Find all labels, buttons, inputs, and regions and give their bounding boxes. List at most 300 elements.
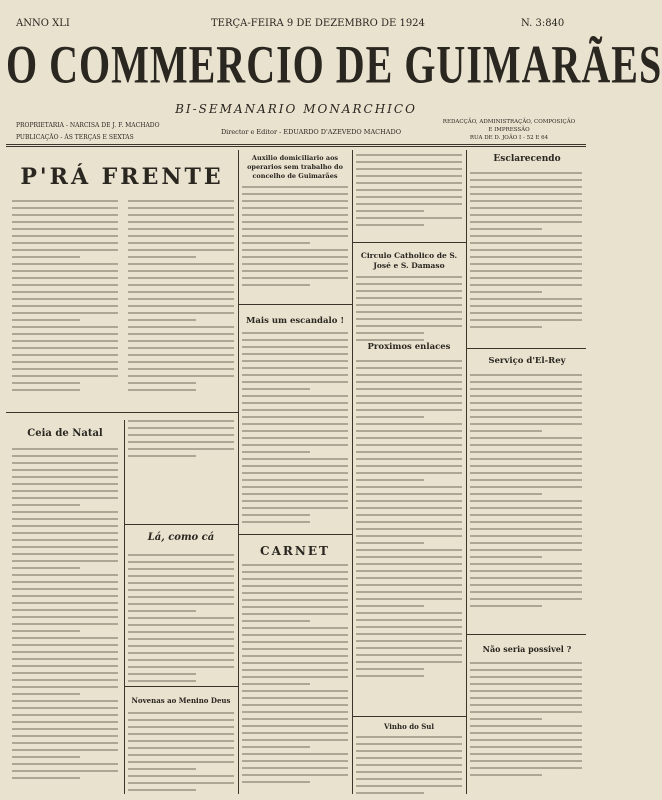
column-rule bbox=[466, 150, 467, 794]
text-line bbox=[470, 732, 582, 734]
text-line bbox=[356, 785, 462, 787]
text-line bbox=[128, 603, 234, 605]
text-line bbox=[128, 554, 234, 556]
text-line bbox=[470, 718, 542, 720]
text-line bbox=[128, 719, 234, 721]
text-line bbox=[128, 270, 234, 272]
text-line bbox=[242, 648, 348, 650]
text-line bbox=[128, 789, 196, 791]
article-auxilio bbox=[242, 186, 348, 291]
text-line bbox=[470, 535, 582, 537]
text-line bbox=[12, 476, 118, 478]
text-line bbox=[128, 582, 234, 584]
article-carnet bbox=[242, 564, 348, 788]
text-line bbox=[242, 627, 348, 629]
text-line bbox=[12, 581, 118, 583]
text-line bbox=[12, 200, 118, 202]
headline-novenas: Novenas ao Menino Deus bbox=[131, 696, 231, 705]
text-line bbox=[242, 416, 348, 418]
text-line bbox=[470, 221, 582, 223]
text-line bbox=[470, 767, 582, 769]
text-line bbox=[242, 214, 348, 216]
text-line bbox=[242, 465, 348, 467]
text-line bbox=[242, 514, 310, 516]
text-line bbox=[12, 490, 118, 492]
text-line bbox=[12, 347, 118, 349]
text-line bbox=[12, 305, 118, 307]
article-ceia-natal-col1 bbox=[12, 448, 118, 784]
text-line bbox=[242, 753, 348, 755]
text-line bbox=[470, 507, 582, 509]
text-line bbox=[242, 444, 348, 446]
text-line bbox=[128, 561, 234, 563]
text-line bbox=[12, 256, 80, 258]
text-line bbox=[356, 591, 462, 593]
text-line bbox=[356, 778, 462, 780]
text-line bbox=[470, 249, 582, 251]
text-line bbox=[128, 277, 234, 279]
text-line bbox=[356, 402, 462, 404]
text-line bbox=[12, 630, 80, 632]
text-line bbox=[356, 736, 462, 738]
text-line bbox=[12, 721, 118, 723]
text-line bbox=[470, 416, 582, 418]
text-line bbox=[356, 437, 462, 439]
text-line bbox=[128, 298, 234, 300]
text-line bbox=[128, 221, 234, 223]
text-line bbox=[356, 668, 424, 670]
text-line bbox=[242, 186, 348, 188]
office-line-2: E IMPRESSÃO bbox=[488, 127, 530, 133]
text-line bbox=[12, 361, 118, 363]
text-line bbox=[356, 203, 462, 205]
section-rule bbox=[238, 534, 352, 535]
text-line bbox=[356, 318, 462, 320]
text-line bbox=[242, 374, 348, 376]
text-line bbox=[12, 749, 118, 751]
text-line bbox=[470, 479, 582, 481]
text-line bbox=[470, 172, 582, 174]
text-line bbox=[242, 221, 348, 223]
text-line bbox=[242, 402, 348, 404]
text-line bbox=[356, 168, 462, 170]
text-line bbox=[128, 200, 234, 202]
text-line bbox=[128, 249, 234, 251]
text-line bbox=[470, 591, 582, 593]
text-line bbox=[356, 465, 462, 467]
text-line bbox=[128, 645, 234, 647]
text-line bbox=[470, 521, 582, 523]
director-line: Director e Editor - EDUARDO D'AZEVEDO MACHADO bbox=[220, 128, 402, 136]
text-line bbox=[128, 596, 234, 598]
article-top-col4 bbox=[356, 154, 462, 231]
text-line bbox=[242, 634, 348, 636]
office-info bbox=[436, 118, 582, 142]
text-line bbox=[12, 553, 118, 555]
text-line bbox=[356, 332, 424, 334]
text-line bbox=[470, 570, 582, 572]
text-line bbox=[128, 747, 234, 749]
text-line bbox=[242, 718, 348, 720]
text-line bbox=[470, 598, 582, 600]
text-line bbox=[242, 395, 348, 397]
article-esclarecendo bbox=[470, 172, 582, 333]
text-line bbox=[470, 514, 582, 516]
text-line bbox=[128, 347, 234, 349]
text-line bbox=[12, 616, 118, 618]
text-line bbox=[12, 595, 118, 597]
text-line bbox=[242, 284, 310, 286]
text-line bbox=[242, 277, 348, 279]
office-line-3: RUA DE D. JOÃO I - 52 E 64 bbox=[469, 135, 549, 141]
text-line bbox=[128, 617, 234, 619]
text-line bbox=[470, 214, 582, 216]
text-line bbox=[12, 539, 118, 541]
text-line bbox=[356, 451, 462, 453]
text-line bbox=[242, 739, 348, 741]
text-line bbox=[242, 360, 348, 362]
text-line bbox=[470, 326, 542, 328]
text-line bbox=[12, 742, 118, 744]
text-line bbox=[12, 637, 118, 639]
text-line bbox=[356, 486, 462, 488]
text-line bbox=[12, 235, 118, 237]
text-line bbox=[356, 493, 462, 495]
text-line bbox=[242, 507, 348, 509]
text-line bbox=[12, 525, 118, 527]
masthead-subtitle: BI-SEMANARIO MONARCHICO bbox=[175, 102, 417, 116]
text-line bbox=[12, 518, 118, 520]
text-line bbox=[128, 207, 234, 209]
section-rule bbox=[238, 304, 352, 305]
text-line bbox=[242, 228, 348, 230]
headline-ceia-natal: Ceia de Natal bbox=[27, 428, 103, 439]
text-line bbox=[356, 675, 424, 677]
text-line bbox=[128, 775, 234, 777]
headline-auxilio: Auxilio domiciliario aos operarios sem trabalho do concelho de Guimarães bbox=[247, 154, 343, 180]
text-line bbox=[12, 686, 118, 688]
text-line bbox=[356, 360, 462, 362]
text-line bbox=[242, 263, 348, 265]
text-line bbox=[470, 423, 582, 425]
text-line bbox=[242, 697, 348, 699]
text-line bbox=[12, 532, 118, 534]
headline-servico-el-rey: Serviço d'El-Rey bbox=[488, 356, 566, 366]
section-rule bbox=[466, 634, 586, 635]
text-line bbox=[470, 746, 582, 748]
text-line bbox=[470, 753, 582, 755]
text-line bbox=[470, 242, 582, 244]
text-line bbox=[12, 312, 118, 314]
text-line bbox=[470, 662, 582, 664]
text-line bbox=[470, 774, 542, 776]
text-line bbox=[356, 549, 462, 551]
owner-line: PROPRIETARIA - NARCISA DE J. F. MACHADO bbox=[16, 122, 160, 129]
text-line bbox=[12, 679, 118, 681]
text-line bbox=[128, 326, 234, 328]
column-rule bbox=[352, 150, 353, 794]
text-line bbox=[356, 500, 462, 502]
text-line bbox=[128, 291, 234, 293]
text-line bbox=[242, 472, 348, 474]
text-line bbox=[12, 497, 118, 499]
text-line bbox=[470, 704, 582, 706]
text-line bbox=[242, 564, 348, 566]
text-line bbox=[242, 781, 310, 783]
text-line bbox=[356, 792, 424, 794]
text-line bbox=[128, 673, 196, 675]
text-line bbox=[12, 651, 118, 653]
issue-number: N. 3:840 bbox=[521, 18, 565, 29]
text-line bbox=[470, 605, 542, 607]
text-line bbox=[12, 249, 118, 251]
text-line bbox=[242, 451, 310, 453]
text-line bbox=[470, 374, 582, 376]
headline-la-como-ca: Lá, como cá bbox=[147, 532, 215, 543]
text-line bbox=[356, 514, 462, 516]
text-line bbox=[12, 462, 118, 464]
text-line bbox=[128, 319, 196, 321]
section-rule bbox=[124, 524, 238, 525]
text-line bbox=[470, 312, 582, 314]
text-line bbox=[470, 549, 582, 551]
text-line bbox=[470, 697, 582, 699]
text-line bbox=[356, 423, 462, 425]
text-line bbox=[470, 711, 582, 713]
text-line bbox=[356, 154, 462, 156]
publication-line: PUBLICAÇÃO - ÁS TERÇAS E SEXTAS bbox=[16, 134, 134, 141]
text-line bbox=[470, 676, 582, 678]
text-line bbox=[470, 256, 582, 258]
text-line bbox=[242, 423, 348, 425]
article-proximos-enlaces bbox=[356, 360, 462, 682]
text-line bbox=[128, 666, 234, 668]
text-line bbox=[12, 483, 118, 485]
text-line bbox=[12, 207, 118, 209]
text-line bbox=[356, 654, 462, 656]
text-line bbox=[242, 662, 348, 664]
text-line bbox=[356, 381, 462, 383]
text-line bbox=[470, 472, 582, 474]
text-line bbox=[242, 711, 348, 713]
text-line bbox=[12, 707, 118, 709]
text-line bbox=[356, 661, 462, 663]
text-line bbox=[356, 647, 462, 649]
text-line bbox=[12, 263, 118, 265]
text-line bbox=[242, 774, 348, 776]
text-line bbox=[356, 416, 424, 418]
text-line bbox=[470, 465, 582, 467]
text-line bbox=[356, 210, 424, 212]
text-line bbox=[12, 326, 118, 328]
text-line bbox=[470, 683, 582, 685]
text-line bbox=[470, 437, 582, 439]
headline-proximos-enlaces: Proximos enlaces bbox=[367, 342, 451, 352]
text-line bbox=[242, 493, 348, 495]
text-line bbox=[356, 640, 462, 642]
text-line bbox=[128, 389, 196, 391]
text-line bbox=[470, 402, 582, 404]
text-line bbox=[242, 332, 348, 334]
text-line bbox=[128, 305, 234, 307]
masthead-title: O COMMERCIO DE GUIMARÃES bbox=[6, 33, 662, 95]
text-line bbox=[128, 659, 234, 661]
text-line bbox=[470, 395, 582, 397]
text-line bbox=[470, 207, 582, 209]
text-line bbox=[242, 500, 348, 502]
text-line bbox=[128, 228, 234, 230]
text-line bbox=[12, 270, 118, 272]
text-line bbox=[242, 242, 310, 244]
text-line bbox=[12, 221, 118, 223]
text-line bbox=[470, 451, 582, 453]
text-line bbox=[356, 757, 462, 759]
text-line bbox=[356, 297, 462, 299]
article-novenas bbox=[128, 712, 234, 796]
text-line bbox=[128, 256, 196, 258]
text-line bbox=[128, 427, 234, 429]
text-line bbox=[12, 448, 118, 450]
text-line bbox=[356, 325, 462, 327]
text-line bbox=[470, 409, 582, 411]
text-line bbox=[128, 375, 234, 377]
text-line bbox=[12, 658, 118, 660]
text-line bbox=[128, 382, 196, 384]
text-line bbox=[356, 570, 462, 572]
headline-carnet: CARNET bbox=[260, 544, 330, 558]
text-line bbox=[128, 434, 234, 436]
text-line bbox=[470, 193, 582, 195]
text-line bbox=[128, 441, 234, 443]
text-line bbox=[128, 455, 196, 457]
text-line bbox=[128, 726, 234, 728]
text-line bbox=[242, 207, 348, 209]
text-line bbox=[356, 521, 462, 523]
headline-main: P'RÁ FRENTE bbox=[20, 164, 224, 190]
text-line bbox=[356, 556, 462, 558]
column-rule bbox=[238, 150, 239, 794]
section-rule bbox=[466, 348, 586, 349]
text-line bbox=[356, 542, 424, 544]
text-line bbox=[356, 283, 462, 285]
text-line bbox=[12, 389, 80, 391]
article-la-como-ca bbox=[128, 554, 234, 687]
text-line bbox=[12, 588, 118, 590]
text-line bbox=[12, 546, 118, 548]
text-line bbox=[356, 771, 462, 773]
text-line bbox=[12, 354, 118, 356]
text-line bbox=[470, 235, 582, 237]
text-line bbox=[242, 409, 348, 411]
text-line bbox=[470, 577, 582, 579]
text-line bbox=[242, 760, 348, 762]
text-line bbox=[356, 577, 462, 579]
text-line bbox=[12, 623, 118, 625]
text-line bbox=[242, 367, 348, 369]
text-line bbox=[12, 228, 118, 230]
text-line bbox=[242, 746, 310, 748]
text-line bbox=[12, 560, 118, 562]
text-line bbox=[12, 693, 80, 695]
text-line bbox=[242, 486, 348, 488]
text-line bbox=[128, 263, 234, 265]
text-line bbox=[128, 712, 234, 714]
text-line bbox=[128, 754, 234, 756]
section-rule bbox=[6, 412, 238, 413]
text-line bbox=[356, 339, 424, 341]
text-line bbox=[242, 346, 348, 348]
text-line bbox=[242, 193, 348, 195]
text-line bbox=[128, 448, 234, 450]
text-line bbox=[12, 291, 118, 293]
text-line bbox=[242, 430, 348, 432]
text-line bbox=[242, 381, 348, 383]
headline-mais-escandalo: Mais um escandalo ! bbox=[245, 316, 345, 326]
text-line bbox=[242, 235, 348, 237]
text-line bbox=[356, 196, 462, 198]
text-line bbox=[12, 700, 118, 702]
text-line bbox=[356, 605, 424, 607]
text-line bbox=[356, 528, 462, 530]
text-line bbox=[12, 375, 118, 377]
text-line bbox=[128, 740, 234, 742]
text-line bbox=[242, 571, 348, 573]
text-line bbox=[356, 619, 462, 621]
text-line bbox=[12, 284, 118, 286]
text-line bbox=[356, 189, 462, 191]
text-line bbox=[12, 728, 118, 730]
text-line bbox=[356, 276, 462, 278]
text-line bbox=[128, 420, 234, 422]
text-line bbox=[470, 305, 582, 307]
article-pra-frente-col2 bbox=[128, 200, 234, 396]
headline-vinho-sul: Vinho do Sul bbox=[383, 722, 435, 731]
text-line bbox=[356, 311, 462, 313]
text-line bbox=[356, 217, 462, 219]
text-line bbox=[242, 613, 348, 615]
article-mais-escandalo bbox=[242, 332, 348, 528]
text-line bbox=[470, 458, 582, 460]
office-line-1: REDACÇÃO, ADMINISTRAÇÃO, COMPOSIÇÃO bbox=[442, 119, 576, 125]
article-pra-frente-col1 bbox=[12, 200, 118, 396]
text-line bbox=[242, 458, 348, 460]
text-line bbox=[128, 312, 234, 314]
text-line bbox=[242, 388, 310, 390]
text-line bbox=[356, 633, 462, 635]
text-line bbox=[242, 249, 348, 251]
text-line bbox=[470, 284, 582, 286]
text-line bbox=[470, 228, 542, 230]
text-line bbox=[470, 669, 582, 671]
article-ceia-natal-col2 bbox=[128, 420, 234, 462]
text-line bbox=[242, 732, 348, 734]
text-line bbox=[470, 319, 582, 321]
text-line bbox=[242, 725, 348, 727]
text-line bbox=[470, 186, 582, 188]
text-line bbox=[128, 214, 234, 216]
edition-label: ANNO XLI bbox=[16, 18, 70, 29]
text-line bbox=[470, 556, 542, 558]
text-line bbox=[12, 770, 118, 772]
text-line bbox=[356, 598, 462, 600]
text-line bbox=[470, 500, 582, 502]
text-line bbox=[128, 610, 196, 612]
text-line bbox=[356, 764, 462, 766]
text-line bbox=[470, 528, 582, 530]
text-line bbox=[128, 242, 234, 244]
text-line bbox=[242, 592, 348, 594]
article-vinho-sul bbox=[356, 736, 462, 799]
